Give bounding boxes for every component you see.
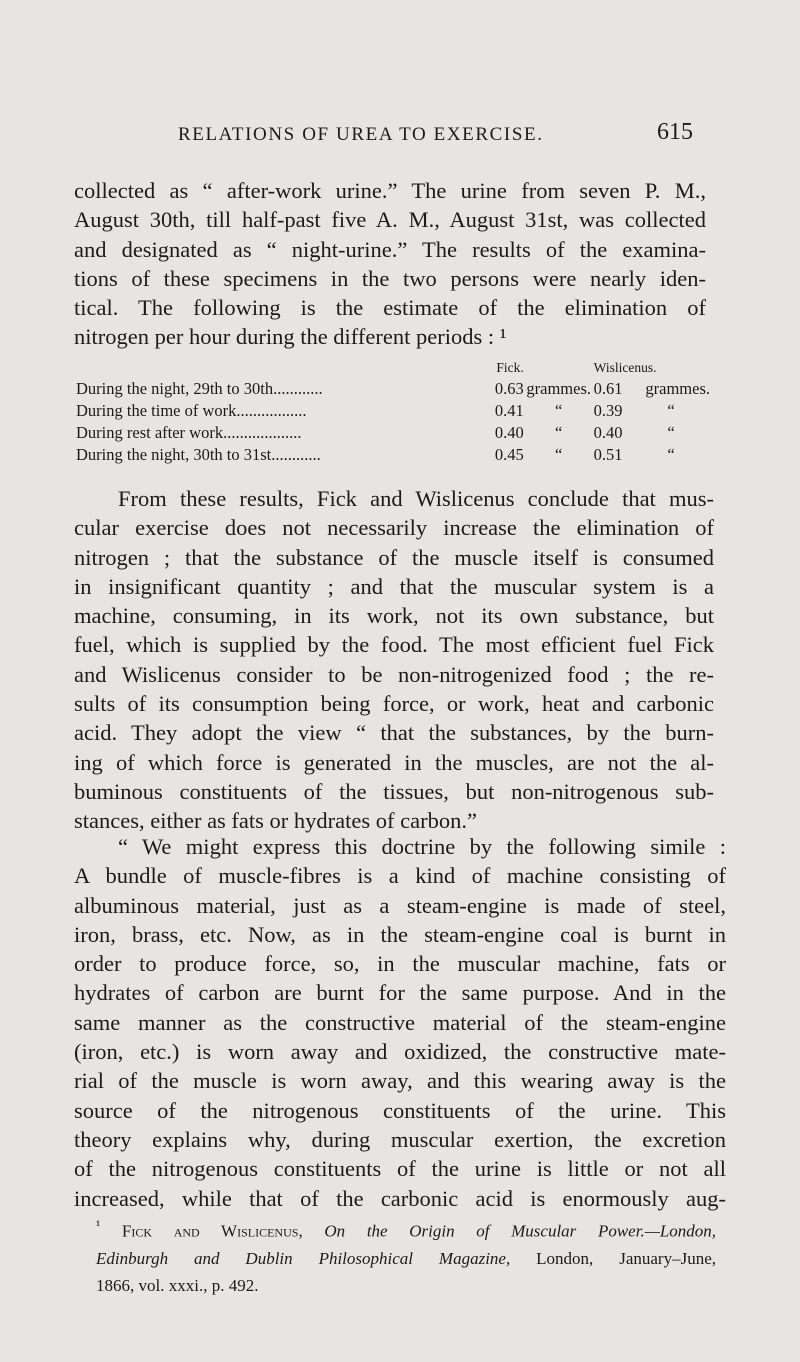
header-wislicenus: Wislicenus. <box>593 360 657 375</box>
period-cell: During rest after work................... <box>76 423 302 442</box>
wislicenus-unit: “ <box>667 423 675 442</box>
text-line: cular exercise does not necessarily increase the elimination of <box>74 515 714 541</box>
text-line: stances, either as fats or hydrates of carbon.” <box>74 808 477 834</box>
text-line: buminous constituents of the tissues, but non-nitrogenous sub- <box>74 778 714 804</box>
fick-value: 0.45 <box>494 445 524 464</box>
table-row <box>76 444 710 466</box>
text-line: acid. They adopt the view “ that the substances, by the burn- <box>74 720 714 746</box>
footnote-authors: Fick and Wislicenus, <box>121 1221 303 1241</box>
wislicenus-value: 0.61 <box>593 379 623 398</box>
text-line: machine, consuming, in its work, not its own substance, but <box>74 603 714 629</box>
fick-unit: “ <box>555 423 563 442</box>
text-line: of the nitrogenous constituents of the urine is little or not all <box>74 1156 726 1182</box>
text-line: source of the nitrogenous constituents of the urine. This <box>74 1097 726 1123</box>
text-line: in insignificant quantity ; and that the muscular system is a <box>74 573 714 599</box>
text-line: August 30th, till half-past five A. M., August 31st, was collected <box>74 207 706 233</box>
footnote-marker: ¹ <box>96 1218 101 1234</box>
text-line: fuel, which is supplied by the food. The most efficient fuel Fick <box>74 632 714 658</box>
table-row <box>76 422 710 444</box>
text-line: increased, while that of the carbonic acid is enormously aug- <box>74 1185 726 1211</box>
text-line: order to produce force, so, in the muscular machine, fats or <box>74 951 726 977</box>
text-line: iron, brass, etc. Now, as in the steam-engine coal is burnt in <box>74 921 726 947</box>
text-line: and designated as “ night-urine.” The results of the examina- <box>74 236 706 262</box>
text-line: (iron, etc.) is worn away and oxidized, the constructive mate- <box>74 1039 726 1065</box>
text-line: theory explains why, during muscular exertion, the excretion <box>74 1126 726 1152</box>
table-header-row <box>76 358 710 378</box>
wislicenus-unit: “ <box>667 445 675 464</box>
period-cell: During the night, 29th to 30th............ <box>76 379 323 398</box>
text-line: hydrates of carbon are burnt for the same purpose. And in the <box>74 980 726 1006</box>
fick-unit: “ <box>555 401 563 420</box>
fick-value: 0.40 <box>494 423 524 442</box>
wislicenus-unit: grammes. <box>645 379 710 398</box>
footnote-line: 1866, vol. xxxi., p. 492. <box>96 1275 259 1295</box>
text-line: tical. The following is the estimate of the elimination of <box>74 295 706 321</box>
text-line: and Wislicenus consider to be non-nitrogenized food ; the re- <box>74 661 714 687</box>
fick-unit: “ <box>555 445 563 464</box>
nitrogen-elimination-table <box>76 358 710 466</box>
paragraph-1 <box>74 176 706 352</box>
text-line: albuminous material, just as a steam-engine is made of steel, <box>74 892 726 918</box>
table-row <box>76 378 710 400</box>
paragraph-3 <box>74 832 726 1213</box>
table-row <box>76 400 710 422</box>
fick-unit: grammes. <box>526 379 591 398</box>
page-number: 615 <box>657 119 693 145</box>
text-line: ing of which force is generated in the muscles, are not the al- <box>74 749 714 775</box>
text-line: same manner as the constructive material of the steam-engine <box>74 1009 726 1035</box>
text-line: collected as “ after-work urine.” The urine from seven P. M., <box>74 178 706 203</box>
footnote-title: On the Origin of Muscular Power.—London, <box>324 1221 717 1241</box>
text-line: A bundle of muscle-fibres is a kind of machine consisting of <box>74 863 726 889</box>
text-line: nitrogen ; that the substance of the muscle itself is consumed <box>74 544 714 570</box>
text-line: nitrogen per hour during the different periods : ¹ <box>74 324 507 350</box>
wislicenus-value: 0.40 <box>593 423 623 442</box>
fick-value: 0.63 <box>494 379 524 398</box>
wislicenus-value: 0.51 <box>593 445 623 464</box>
text-line: From these results, Fick and Wislicenus conclude that mus- <box>118 486 714 511</box>
wislicenus-unit: “ <box>667 401 675 420</box>
text-line: rial of the muscle is worn away, and this wearing away is the <box>74 1068 726 1094</box>
footnote <box>96 1213 716 1299</box>
header-fick: Fick. <box>496 360 524 375</box>
paragraph-2 <box>74 484 714 836</box>
text-line: tions of these specimens in the two persons were nearly iden- <box>74 265 706 291</box>
footnote-line <box>96 1213 716 1245</box>
footnote-line <box>96 1245 716 1272</box>
running-title: RELATIONS OF UREA TO EXERCISE. <box>178 124 544 145</box>
text-line: “ We might express this doctrine by the following simile : <box>118 834 726 859</box>
period-cell: During the night, 30th to 31st............ <box>76 445 321 464</box>
footnote-place-date: London, January–June, <box>536 1248 716 1268</box>
period-cell: During the time of work................. <box>76 401 307 420</box>
wislicenus-value: 0.39 <box>593 401 623 420</box>
text-line: sults of its consumption being force, or work, heat and carbonic <box>74 691 714 717</box>
footnote-journal: Edinburgh and Dublin Philosophical Magazine, <box>96 1248 511 1268</box>
fick-value: 0.41 <box>494 401 524 420</box>
